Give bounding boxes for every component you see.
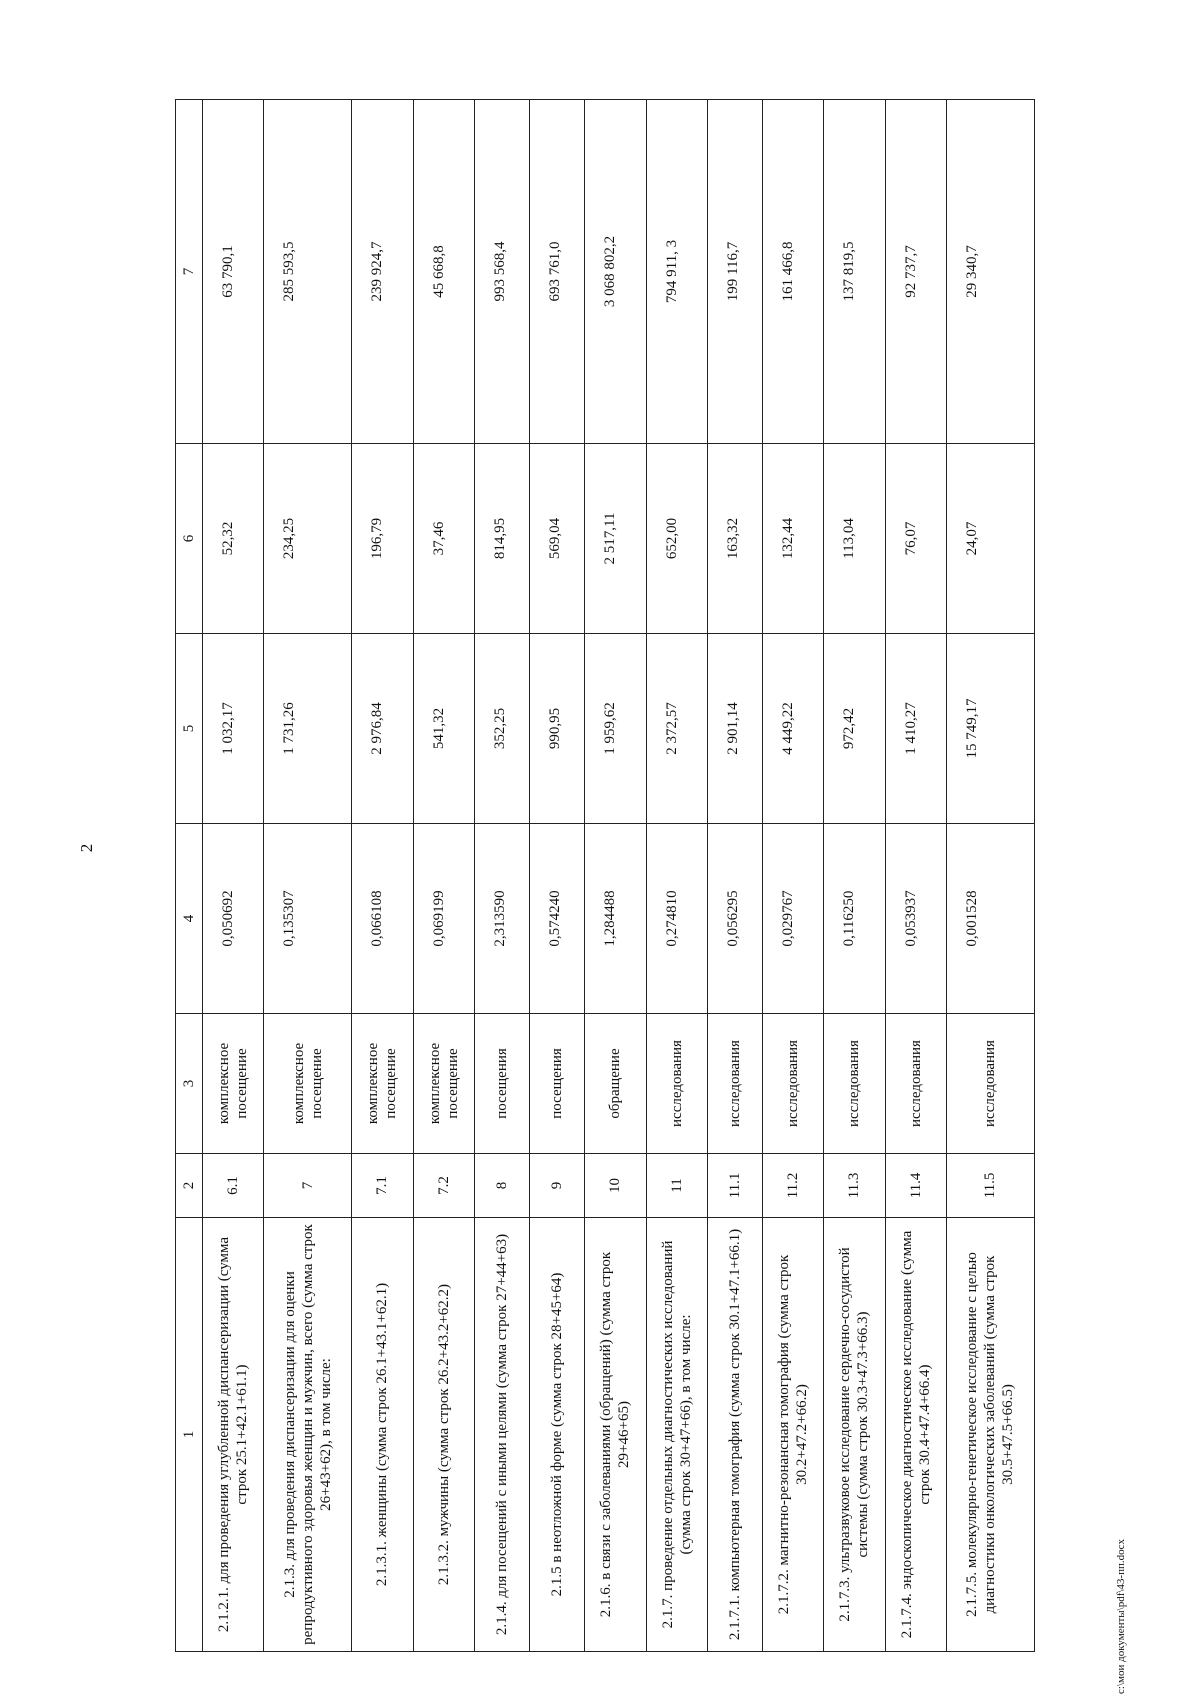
row-name-cell: 2.1.3.1. женщины (сумма строк 26.1+43.1+62.1) xyxy=(352,1218,413,1652)
row-value-5-cell: 2 976,84 xyxy=(352,634,413,824)
table-row xyxy=(885,100,946,1652)
row-value-7-cell: 693 761,0 xyxy=(530,100,585,444)
row-name-cell: 2.1.7. проведение отдельных диагностических исследований (сумма строк 30+47+66), в том числе: xyxy=(646,1218,707,1652)
row-name-cell: 2.1.2.1. для проведения углубленной диспансеризации (сумма строк 25.1+42.1+61.1) xyxy=(203,1218,264,1652)
table-row xyxy=(413,100,474,1652)
row-line-cell: 10 xyxy=(585,1154,646,1218)
row-unit-cell: исследования xyxy=(885,1014,946,1154)
row-value-7-cell: 285 593,5 xyxy=(264,100,352,444)
row-value-5-cell: 1 410,27 xyxy=(885,634,946,824)
row-line-cell: 7.1 xyxy=(352,1154,413,1218)
row-unit-cell: комплексное посещение xyxy=(352,1014,413,1154)
row-line-cell: 6.1 xyxy=(203,1154,264,1218)
row-value-5-cell: 15 749,17 xyxy=(946,634,1034,824)
row-value-6-cell: 196,79 xyxy=(352,444,413,634)
row-unit-cell: посещения xyxy=(530,1014,585,1154)
row-value-5-cell: 1 959,62 xyxy=(585,634,646,824)
row-value-6-cell: 52,32 xyxy=(203,444,264,634)
table-row xyxy=(946,100,1034,1652)
table-row xyxy=(264,100,352,1652)
header-row xyxy=(176,100,203,1652)
row-name-cell: 2.1.5 в неотложной форме (сумма строк 28+45+64) xyxy=(530,1218,585,1652)
rotated-table-frame xyxy=(175,100,1035,1652)
row-value-4-cell: 0,056295 xyxy=(707,824,762,1014)
row-name-cell: 2.1.7.4. эндоскопическое диагностическое исследование (сумма строк 30.4+47.4+66.4) xyxy=(885,1218,946,1652)
row-value-7-cell: 45 668,8 xyxy=(413,100,474,444)
row-value-5-cell: 541,32 xyxy=(413,634,474,824)
row-value-6-cell: 113,04 xyxy=(824,444,885,634)
row-line-cell: 11 xyxy=(646,1154,707,1218)
row-value-7-cell: 161 466,8 xyxy=(763,100,824,444)
header-cell-1: 1 xyxy=(176,1218,203,1652)
row-value-4-cell: 0,116250 xyxy=(824,824,885,1014)
row-line-cell: 8 xyxy=(474,1154,529,1218)
row-name-cell: 2.1.6. в связи с заболеваниями (обращений) (сумма строк 29+46+65) xyxy=(585,1218,646,1652)
row-unit-cell: исследования xyxy=(946,1014,1034,1154)
row-value-7-cell: 199 116,7 xyxy=(707,100,762,444)
row-value-7-cell: 137 819,5 xyxy=(824,100,885,444)
table-row xyxy=(824,100,885,1652)
row-unit-cell: исследования xyxy=(824,1014,885,1154)
row-value-4-cell: 0,001528 xyxy=(946,824,1034,1014)
table-row xyxy=(474,100,529,1652)
row-value-4-cell: 0,053937 xyxy=(885,824,946,1014)
row-value-7-cell: 794 911, 3 xyxy=(646,100,707,444)
row-value-6-cell: 132,44 xyxy=(763,444,824,634)
row-name-cell: 2.1.3. для проведения диспансеризации для оценки репродуктивного здоровья женщин и мужчин, всего (сумма строк 26+43+62), в том числе: xyxy=(264,1218,352,1652)
table-row xyxy=(585,100,646,1652)
header-cell-3: 3 xyxy=(176,1014,203,1154)
row-unit-cell: комплексное посещение xyxy=(413,1014,474,1154)
page-number: 2 xyxy=(77,843,96,853)
row-line-cell: 7.2 xyxy=(413,1154,474,1218)
row-unit-cell: исследования xyxy=(646,1014,707,1154)
row-value-4-cell: 2,313590 xyxy=(474,824,529,1014)
row-unit-cell: исследования xyxy=(763,1014,824,1154)
row-name-cell: 2.1.7.5. молекулярно-генетическое исследование с целью диагностики онкологических заболеваний (сумма строк 30.5+47.5+66.5) xyxy=(946,1218,1034,1652)
row-value-5-cell: 972,42 xyxy=(824,634,885,824)
row-value-7-cell: 239 924,7 xyxy=(352,100,413,444)
row-line-cell: 11.2 xyxy=(763,1154,824,1218)
row-line-cell: 11.3 xyxy=(824,1154,885,1218)
row-value-6-cell: 163,32 xyxy=(707,444,762,634)
row-line-cell: 11.4 xyxy=(885,1154,946,1218)
row-value-5-cell: 1 032,17 xyxy=(203,634,264,824)
row-value-5-cell: 4 449,22 xyxy=(763,634,824,824)
row-value-6-cell: 569,04 xyxy=(530,444,585,634)
row-name-cell: 2.1.7.3. ультразвуковое исследование сердечно-сосудистой системы (сумма строк 30.3+47.3+66.3) xyxy=(824,1218,885,1652)
row-name-cell: 2.1.7.2. магнитно-резонансная томография (сумма строк 30.2+47.2+66.2) xyxy=(763,1218,824,1652)
row-value-7-cell: 63 790,1 xyxy=(203,100,264,444)
row-value-5-cell: 990,95 xyxy=(530,634,585,824)
row-value-4-cell: 0,574240 xyxy=(530,824,585,1014)
data-table xyxy=(175,99,1035,1652)
row-value-5-cell: 1 731,26 xyxy=(264,634,352,824)
row-unit-cell: комплексное посещение xyxy=(203,1014,264,1154)
row-value-7-cell: 92 737,7 xyxy=(885,100,946,444)
row-name-cell: 2.1.3.2. мужчины (сумма строк 26.2+43.2+62.2) xyxy=(413,1218,474,1652)
row-value-6-cell: 76,07 xyxy=(885,444,946,634)
row-unit-cell: посещения xyxy=(474,1014,529,1154)
table-row xyxy=(203,100,264,1652)
row-line-cell: 9 xyxy=(530,1154,585,1218)
row-unit-cell: обращение xyxy=(585,1014,646,1154)
row-value-4-cell: 0,069199 xyxy=(413,824,474,1014)
header-cell-6: 6 xyxy=(176,444,203,634)
row-name-cell: 2.1.7.1. компьютерная томография (сумма строк 30.1+47.1+66.1) xyxy=(707,1218,762,1652)
row-line-cell: 7 xyxy=(264,1154,352,1218)
row-value-4-cell: 1,284488 xyxy=(585,824,646,1014)
row-name-cell: 2.1.4. для посещений с иными целями (сумма строк 27+44+63) xyxy=(474,1218,529,1652)
header-cell-7: 7 xyxy=(176,100,203,444)
row-value-4-cell: 0,274810 xyxy=(646,824,707,1014)
row-value-6-cell: 652,00 xyxy=(646,444,707,634)
row-value-7-cell: 29 340,7 xyxy=(946,100,1034,444)
header-cell-2: 2 xyxy=(176,1154,203,1218)
row-value-6-cell: 2 517,11 xyxy=(585,444,646,634)
row-value-6-cell: 234,25 xyxy=(264,444,352,634)
table-body xyxy=(203,100,1035,1652)
row-value-6-cell: 814,95 xyxy=(474,444,529,634)
row-value-4-cell: 0,050692 xyxy=(203,824,264,1014)
row-line-cell: 11.1 xyxy=(707,1154,762,1218)
row-value-6-cell: 37,46 xyxy=(413,444,474,634)
row-value-4-cell: 0,135307 xyxy=(264,824,352,1014)
table-row xyxy=(646,100,707,1652)
row-value-4-cell: 0,029767 xyxy=(763,824,824,1014)
row-value-6-cell: 24,07 xyxy=(946,444,1034,634)
row-value-5-cell: 2 372,57 xyxy=(646,634,707,824)
row-value-7-cell: 3 068 802,2 xyxy=(585,100,646,444)
row-unit-cell: комплексное посещение xyxy=(264,1014,352,1154)
row-unit-cell: исследования xyxy=(707,1014,762,1154)
row-value-5-cell: 2 901,14 xyxy=(707,634,762,824)
row-value-5-cell: 352,25 xyxy=(474,634,529,824)
table-row xyxy=(763,100,824,1652)
header-cell-5: 5 xyxy=(176,634,203,824)
table-row xyxy=(530,100,585,1652)
table-row xyxy=(707,100,762,1652)
row-value-4-cell: 0,066108 xyxy=(352,824,413,1014)
footer-file-path: c:\мои документы\pdf\43-пп.docx xyxy=(1115,1538,1127,1694)
row-line-cell: 11.5 xyxy=(946,1154,1034,1218)
table-row xyxy=(352,100,413,1652)
row-value-7-cell: 993 568,4 xyxy=(474,100,529,444)
header-cell-4: 4 xyxy=(176,824,203,1014)
